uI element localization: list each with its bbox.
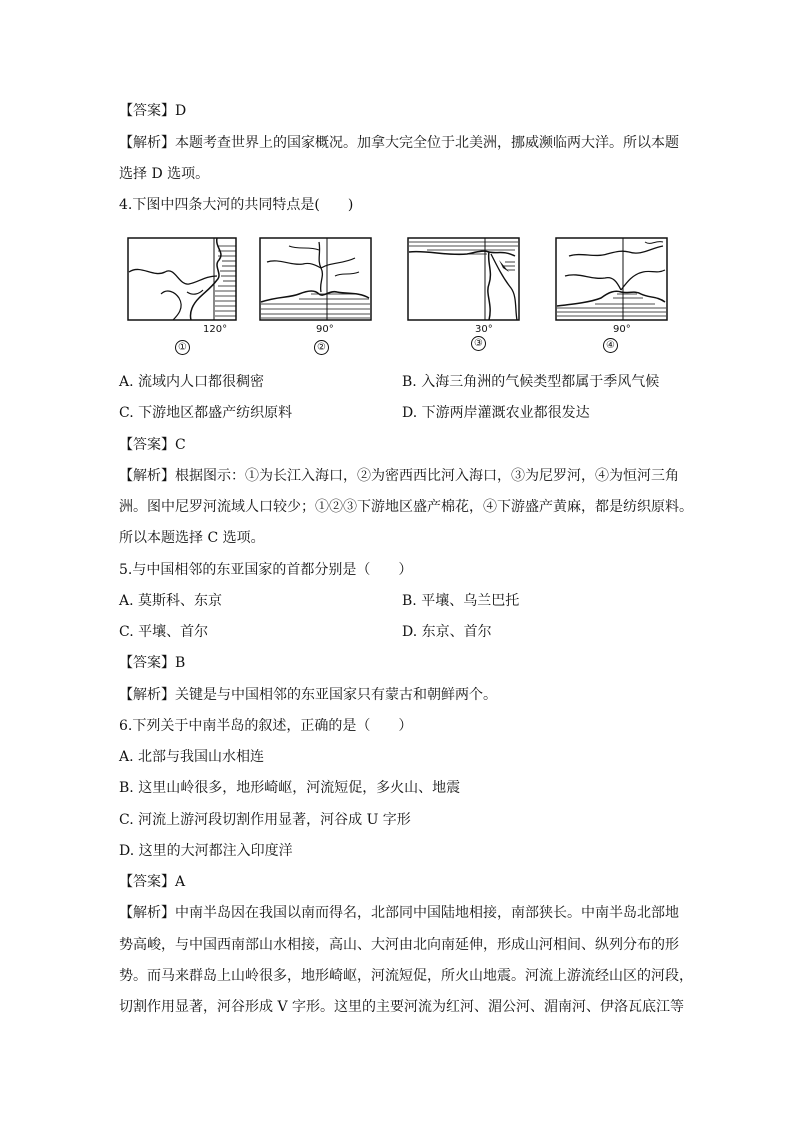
q3-analysis-line-1: 【解析】本题考查世界上的国家概况。加拿大完全位于北美洲，挪威濒临两大洋。所以本题: [119, 135, 679, 151]
map-1-drawing: [127, 232, 239, 322]
q5-option-d: D. 东京、首尔: [402, 624, 492, 640]
q5-option-b: B. 平壤、乌兰巴托: [402, 593, 520, 609]
q6-analysis-line-1: 【解析】中南半岛因在我国以南而得名，北部同中国陆地相接，南部狭长。中南半岛北部地: [119, 905, 679, 921]
map-4-number: ④: [603, 338, 618, 353]
map-3-nile: [407, 232, 521, 349]
map-2-number: ②: [314, 340, 329, 355]
q4-stem: 4.下图中四条大河的共同特点是( ): [119, 197, 354, 213]
map-3-number: ③: [471, 336, 486, 351]
q4-answer: 【答案】C: [119, 437, 186, 453]
q4-analysis-line-3: 所以本题选择 C 选项。: [119, 530, 265, 546]
q4-analysis-line-2: 洲。图中尼罗河流域人口较少；①②③下游地区盛产棉花，④下游盛产黄麻，都是纺织原料。: [119, 499, 693, 515]
q4-analysis-line-1: 【解析】根据图示：①为长江入海口，②为密西西比河入海口，③为尼罗河，④为恒河三角: [119, 468, 679, 484]
q4-option-c: C. 下游地区都盛产纺织原料: [119, 405, 293, 421]
q4-option-d: D. 下游两岸灌溉农业都很发达: [402, 405, 590, 421]
q4-option-a: A. 流域内人口都很稠密: [119, 374, 265, 390]
q4-river-maps: [119, 232, 679, 362]
q6-analysis-line-4: 切割作用显著，河谷形成 V 字形。这里的主要河流为红河、湄公河、湄南河、伊洛瓦底江等: [119, 999, 685, 1015]
q6-option-a: A. 北部与我国山水相连: [119, 749, 265, 765]
map-2-longitude: 90°: [316, 324, 334, 335]
q5-analysis-line-1: 【解析】关键是与中国相邻的东亚国家只有蒙古和朝鲜两个。: [119, 687, 497, 703]
map-4-ganges: [555, 232, 669, 351]
map-4-drawing: [555, 232, 669, 322]
q6-stem: 6.下列关于中南半岛的叙述，正确的是（ ）: [119, 718, 413, 734]
q6-analysis-line-3: 势。而马来群岛上山岭很多，地形崎岖，河流短促，所火山地震。河流上游流经山区的河段，: [119, 968, 693, 984]
q4-option-b: B. 入海三角洲的气候类型都属于季风气候: [402, 374, 660, 390]
q6-option-b: B. 这里山岭很多，地形崎岖，河流短促，多火山、地震: [119, 780, 461, 796]
q5-option-c: C. 平壤、首尔: [119, 624, 209, 640]
map-3-longitude: 30°: [475, 324, 493, 335]
q6-answer: 【答案】A: [119, 874, 186, 890]
map-1-longitude: 120°: [203, 324, 228, 335]
q3-answer: 【答案】D: [119, 103, 187, 119]
map-2-mississippi: [259, 232, 373, 353]
q6-option-c: C. 河流上游河段切割作用显著，河谷成 U 字形: [119, 812, 411, 828]
q5-stem: 5.与中国相邻的东亚国家的首都分别是（ ）: [119, 562, 413, 578]
q3-analysis-line-2: 选择 D 选项。: [119, 166, 210, 182]
q6-option-d: D. 这里的大河都注入印度洋: [119, 843, 293, 859]
q5-answer: 【答案】B: [119, 655, 186, 671]
map-4-longitude: 90°: [613, 324, 631, 335]
map-1-yangtze: [127, 232, 239, 353]
map-3-drawing: [407, 232, 521, 322]
map-2-drawing: [259, 232, 373, 322]
q6-analysis-line-2: 势高峻，与中国西南部山水相接，高山、大河由北向南延伸，形成山河相间、纵列分布的形: [119, 937, 679, 953]
map-1-number: ①: [175, 340, 190, 355]
q5-option-a: A. 莫斯科、东京: [119, 593, 223, 609]
